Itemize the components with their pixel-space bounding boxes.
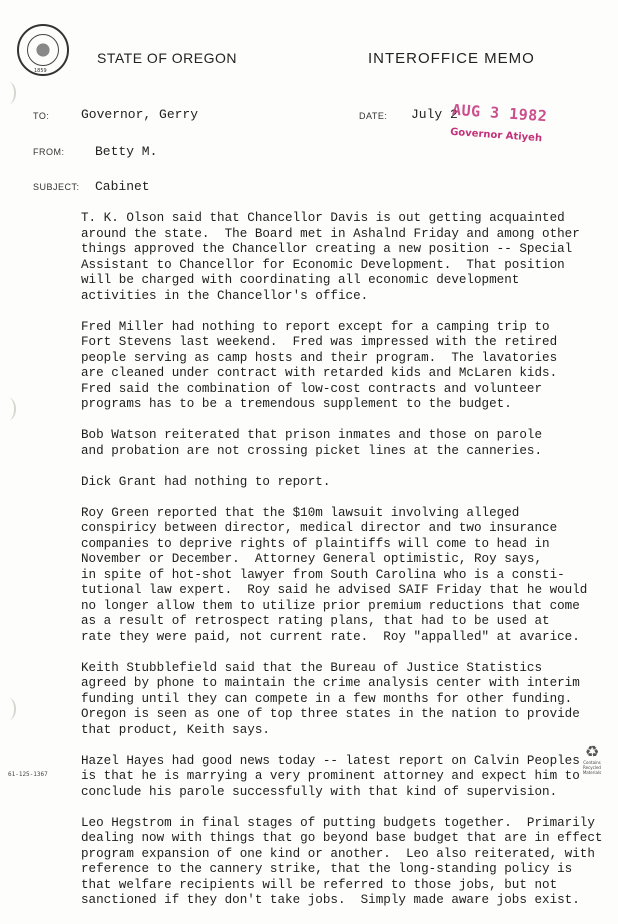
to-value: Governor, Gerry bbox=[81, 107, 199, 122]
seal-year: 1859 bbox=[34, 68, 47, 74]
form-number: 61-125-1367 bbox=[8, 771, 48, 778]
date-value: July 2 bbox=[411, 107, 458, 122]
recycle-icon: ♻ bbox=[584, 742, 600, 761]
paragraph-hegstrom: Leo Hegstrom in final stages of putting budgets together. Primarily dealing now with things that go beyond base budget that are in effect program expansion of one kind or another. Leo also reiterated, with reference to the cannery strike, that the long-standing policy is that welfare recipients will be referred to those jobs, but not sanctioned if they don't take jobs. Simply made aware jobs exist. bbox=[81, 815, 603, 907]
paragraph-hayes: Hazel Hayes had good news today -- latest report on Calvin Peoples is that he is marrying a very prominent attorney and expect him to conclude his parole successfully with that kind of supervision. bbox=[81, 753, 580, 799]
from-value: Betty M. bbox=[95, 144, 158, 159]
date-label: DATE: bbox=[359, 111, 388, 121]
recycled-label: Contains Recycled Materials bbox=[582, 760, 602, 775]
punch-hole bbox=[2, 82, 16, 104]
paragraph-stubblefield: Keith Stubblefield said that the Bureau of Justice Statistics agreed by phone to maintain the crime analysis center with interim funding until they can compete in a few months for other funding. Oregon is seen as one of top three states in the nation to provide that product, Keith says. bbox=[81, 660, 580, 737]
subject-value: Cabinet bbox=[95, 179, 150, 194]
subject-label: SUBJECT: bbox=[33, 182, 80, 192]
recycled-mark bbox=[581, 744, 603, 775]
received-office-stamp: Governor Atiyeh bbox=[449, 126, 543, 145]
paragraph-miller: Fred Miller had nothing to report except for a camping trip to Fort Stevens last weekend. Fred was impressed with the retired people serving as camp hosts and their program. The lavatories are cleaned under contract with retarded kids and McLaren kids. Fred said the combination of low-cost contracts and volunteer programs has to be a tremendous supplement to the budget. bbox=[81, 319, 558, 411]
from-label: FROM: bbox=[33, 147, 65, 157]
paragraph-green: Roy Green reported that the $10m lawsuit involving alleged conspiricy between director, medical director and two insurance companies to deprive rights of plaintiffs will come to head in November or December. Attorney General optimistic, Roy says, in spite of hot-shot lawyer from South Carolina who is a consti- tutional law expert. Roy said he advised SAIF Friday that he would no longer allow them to utilize prior premium reductions that come as a result of retrospect rating plans, that had to be used at rate they were paid, not current rate. Roy "appalled" at avarice. bbox=[81, 505, 588, 644]
to-label: TO: bbox=[33, 111, 50, 121]
memo-type-title: INTEROFFICE MEMO bbox=[368, 50, 535, 67]
agency-title: STATE OF OREGON bbox=[97, 50, 237, 66]
paragraph-watson: Bob Watson reiterated that prison inmates and those on parole and probation are not crossing picket lines at the canneries. bbox=[81, 428, 543, 458]
paragraph-grant: Dick Grant had nothing to report. bbox=[81, 474, 331, 489]
punch-hole bbox=[2, 398, 16, 420]
paragraph-olson: T. K. Olson said that Chancellor Davis is out getting acquainted around the state. The Board met in Ashalnd Friday and among other things approved the Chancellor creating a new position -- Special Assistant to Chancellor for Economic Development. That position will be charged with coordinating all economic development activities in the Chancellor's office. bbox=[81, 211, 580, 303]
received-date-stamp: AUG 3 1982 bbox=[451, 100, 548, 126]
punch-hole bbox=[2, 698, 16, 720]
